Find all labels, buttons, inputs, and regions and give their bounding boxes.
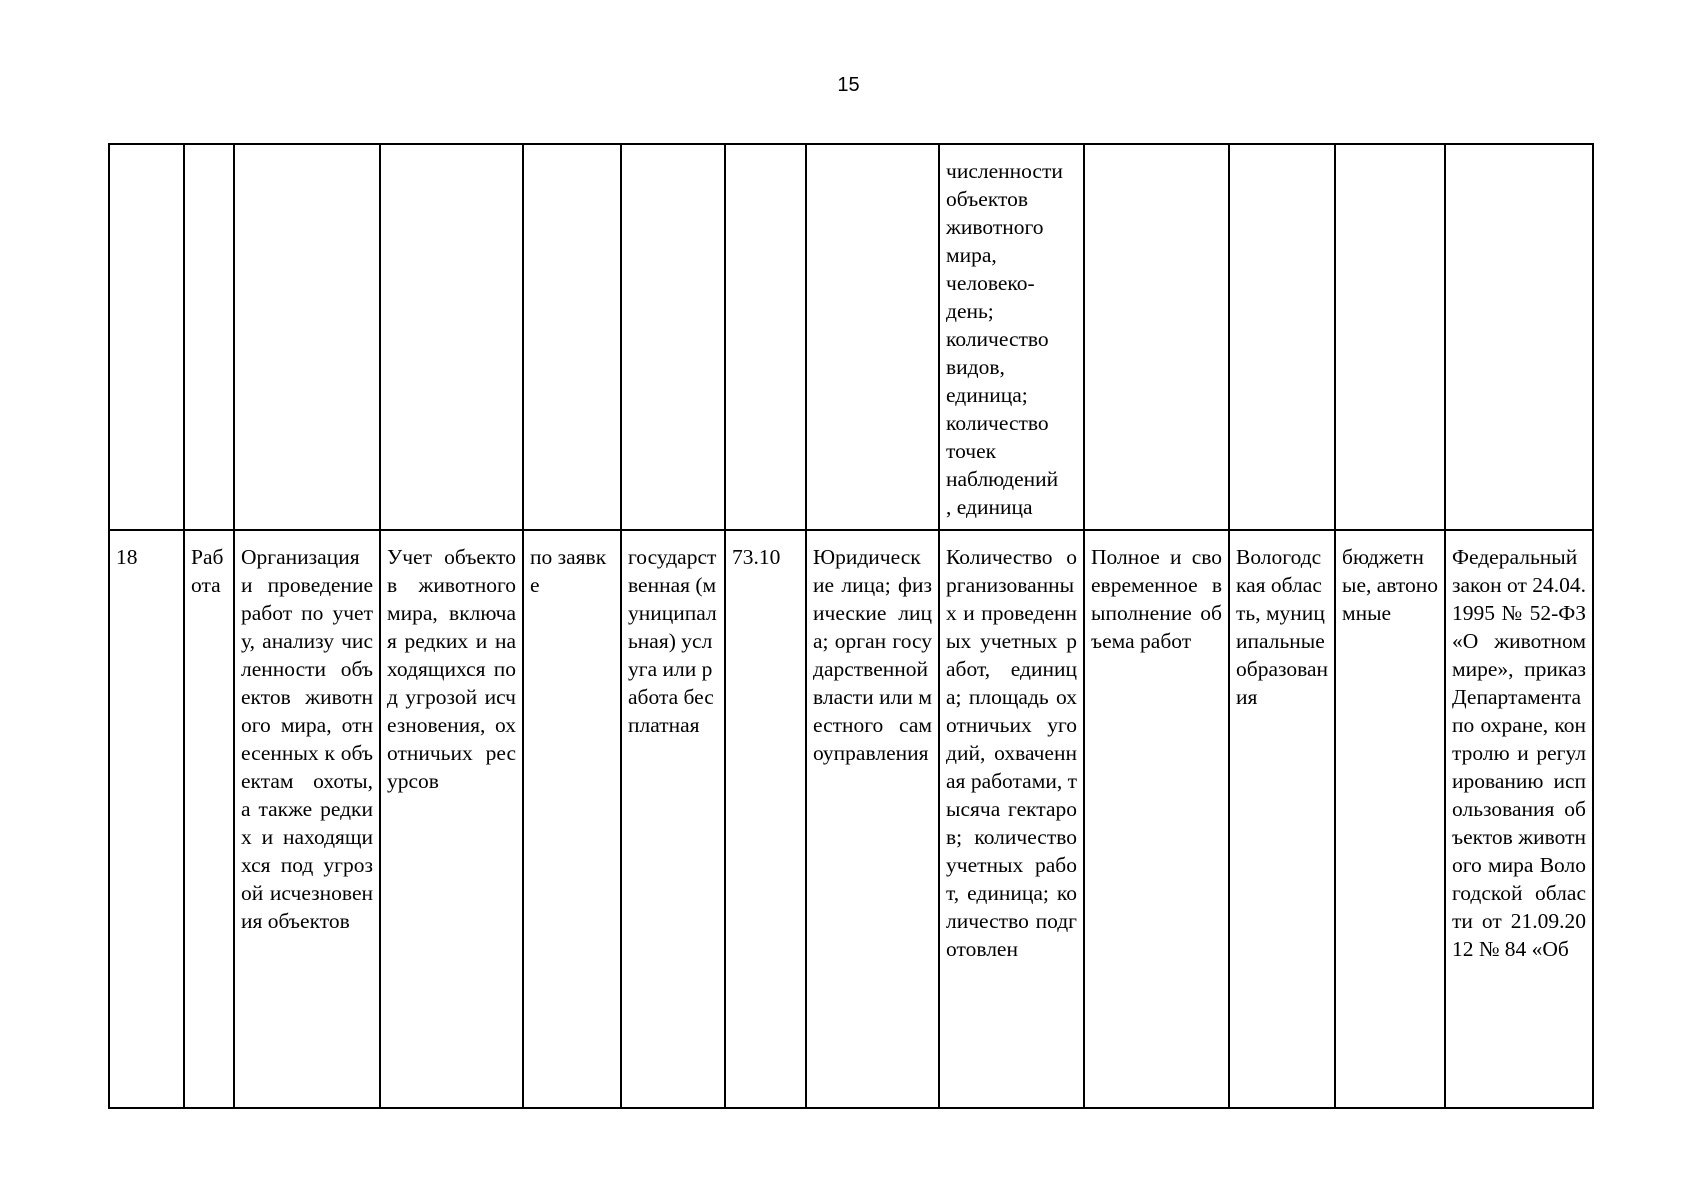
table-cell: [109, 144, 184, 530]
table-cell: [806, 144, 939, 530]
cell-quality-indicators: Полное и своевременное выполнение объема работ: [1084, 530, 1229, 1108]
table-row-continuation: [109, 144, 1593, 530]
cell-work-name: Организация и проведение работ по учету, анализу численности объектов животного мира, отнесенных к объектам охоты, а также редких и находящихся под угрозой исчезновения объектов: [234, 530, 380, 1108]
page-number: 15: [837, 74, 860, 96]
cell-type: Работа: [184, 530, 234, 1108]
cell-okved-code: 73.10: [725, 530, 806, 1108]
cell-institution-type: бюджетные, автономные: [1335, 530, 1445, 1108]
table-cell: [184, 144, 234, 530]
table-cell-indicator-continued: численности объектов животного мира, человеко- день; количество видов, единица; количество точек наблюдений , единица: [939, 144, 1084, 530]
table-cell: [725, 144, 806, 530]
table-cell: [1445, 144, 1593, 530]
cell-frequency: по заявке: [523, 530, 621, 1108]
table-cell: [1335, 144, 1445, 530]
cell-row-number: 18: [109, 530, 184, 1108]
table-row-18: [109, 530, 1593, 1108]
cell-service-kind: государственная (муниципальная) услуга или работа бесплатная: [621, 530, 725, 1108]
table-cell: [1229, 144, 1335, 530]
table-cell: [621, 144, 725, 530]
cell-work-content: Учет объектов животного мира, включая редких и находящихся под угрозой исчезновения, охотничьих ресурсов: [380, 530, 523, 1108]
table-cell: [234, 144, 380, 530]
table-cell: [380, 144, 523, 530]
cell-legal-basis: Федеральный закон от 24.04.1995 № 52-ФЗ «О животном мире», приказ Департамента по охране, контролю и регулированию использования объектов животного мира Вологодской области от 21.09.2012 № 84 «Об: [1445, 530, 1593, 1108]
table-cell: [523, 144, 621, 530]
registry-table: [108, 143, 1594, 1109]
table-cell: [1084, 144, 1229, 530]
cell-territory: Вологодская область, муниципальные образования: [1229, 530, 1335, 1108]
cell-consumers: Юридические лица; физические лица; орган государственной власти или местного самоуправления: [806, 530, 939, 1108]
cell-volume-indicators: Количество организованных и проведенных учетных работ, единица; площадь охотничьих угодий, охваченная работами, тысяча гектаров; количество учетных работ, единица; количество подготовлен: [939, 530, 1084, 1108]
